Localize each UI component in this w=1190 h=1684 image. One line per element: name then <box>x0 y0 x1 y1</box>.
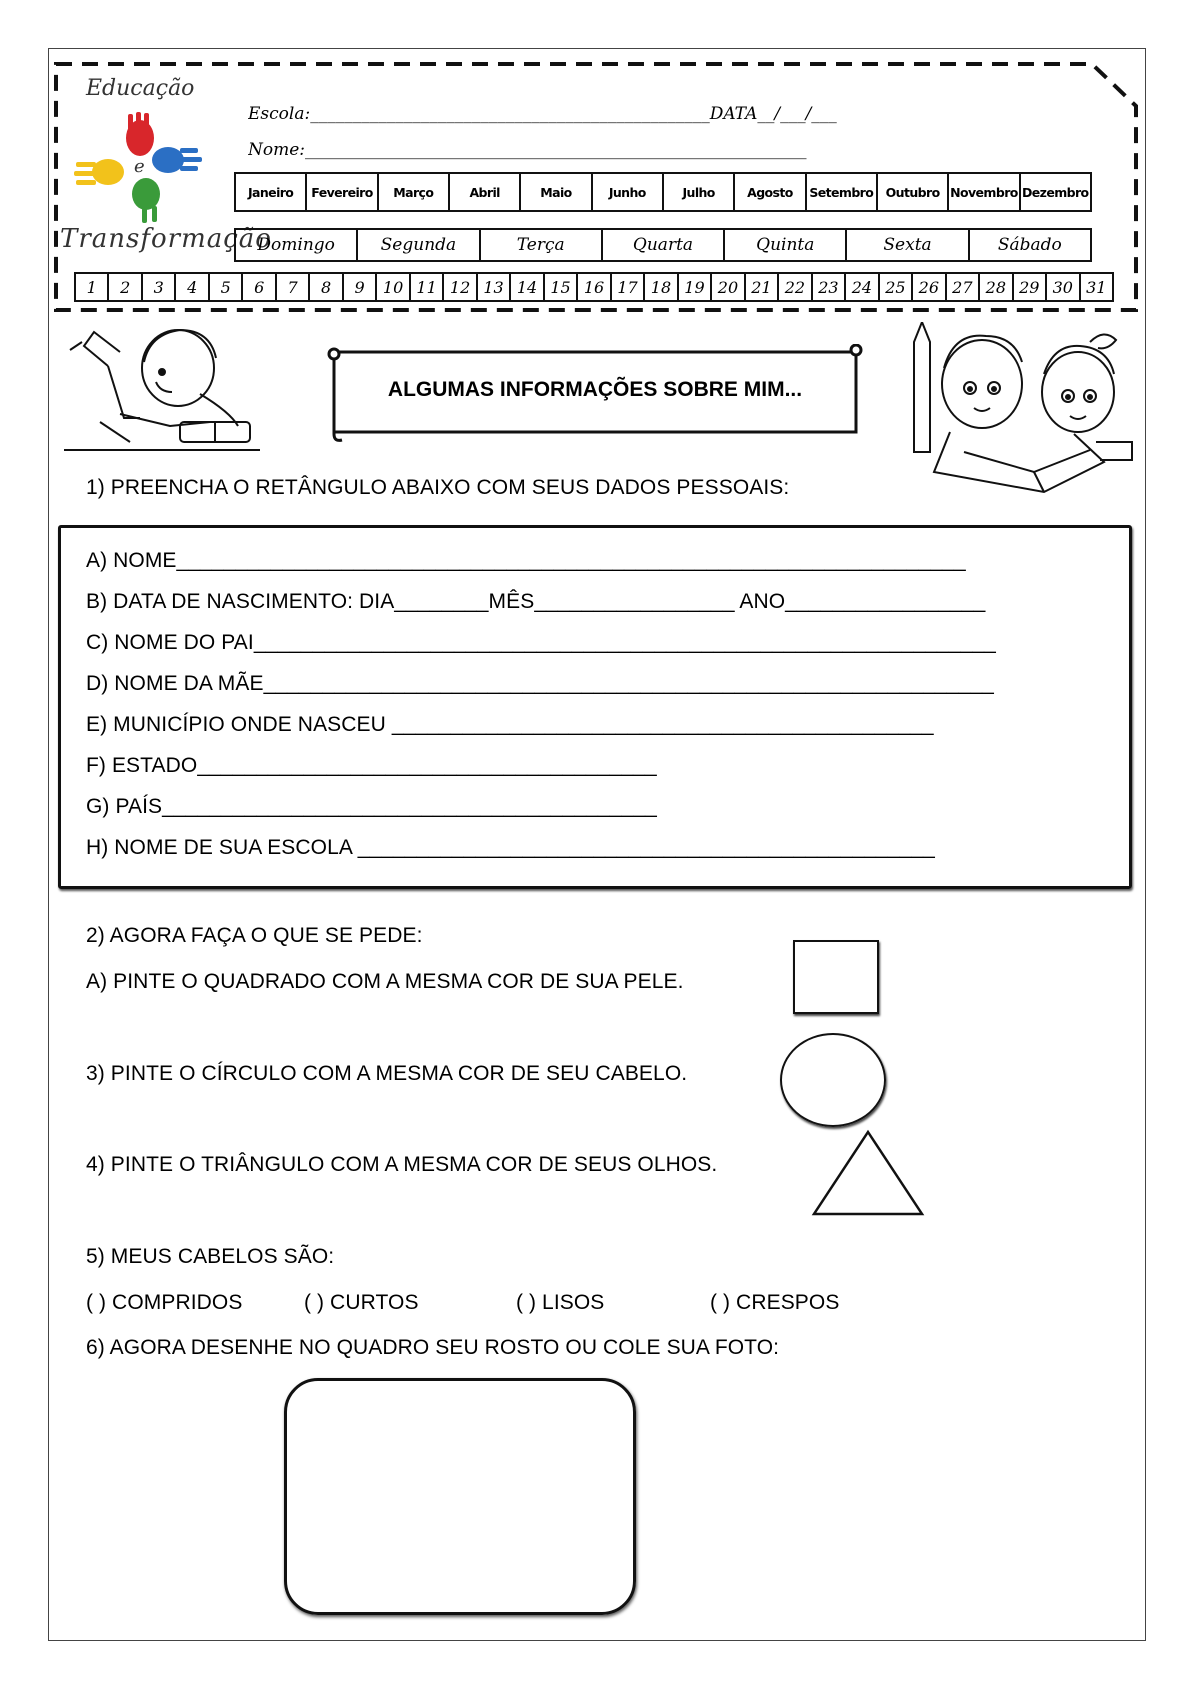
day-cell-21: 22 <box>779 274 812 300</box>
student-writing-clipart <box>60 322 270 462</box>
field-nome-mae[interactable]: D) NOME DA MÃE______________________________________________________________ <box>86 672 994 695</box>
q1-prompt: 1) PREENCHA O RETÂNGULO ABAIXO COM SEUS DADOS PESSOAIS: <box>86 476 790 499</box>
month-cell-2: Março <box>379 174 450 210</box>
q5-prompt: 5) MEUS CABELOS SÃO: <box>86 1245 335 1268</box>
month-cell-6: Julho <box>664 174 735 210</box>
day-cell-14: 15 <box>545 274 578 300</box>
day-cell-25: 26 <box>913 274 946 300</box>
month-cell-5: Junho <box>593 174 664 210</box>
hands-logo <box>68 112 218 224</box>
q2-prompt: 2) AGORA FAÇA O QUE SE PEDE: <box>86 924 423 947</box>
option-lisos[interactable]: ( ) LISOS <box>516 1291 605 1314</box>
day-cell-29: 30 <box>1047 274 1080 300</box>
option-compridos[interactable]: ( ) COMPRIDOS <box>86 1291 243 1314</box>
day-cell-19: 20 <box>712 274 745 300</box>
logo-title-top: Educação <box>86 76 195 101</box>
photo-drawing-box[interactable] <box>284 1378 636 1615</box>
circle-shape[interactable] <box>780 1033 886 1127</box>
day-cell-10: 11 <box>411 274 444 300</box>
nome-line[interactable]: Nome:___________________________________________________________ <box>248 140 807 160</box>
option-crespos[interactable]: ( ) CRESPOS <box>710 1291 840 1314</box>
month-cell-7: Agosto <box>735 174 806 210</box>
weekday-cell-1: Segunda <box>358 230 480 260</box>
page-title: ALGUMAS INFORMAÇÕES SOBRE MIM... <box>387 378 803 401</box>
day-cell-1: 2 <box>109 274 142 300</box>
month-cell-4: Maio <box>521 174 592 210</box>
red-hand-icon <box>126 112 154 156</box>
field-nome[interactable]: A) NOME___________________________________________________________________ <box>86 549 966 572</box>
day-cell-22: 23 <box>813 274 846 300</box>
day-cell-8: 9 <box>344 274 377 300</box>
weekdays-row <box>234 228 1092 262</box>
blue-hand-icon <box>152 147 202 173</box>
q6-prompt: 6) AGORA DESENHE NO QUADRO SEU ROSTO OU COLE SUA FOTO: <box>86 1336 780 1359</box>
day-cell-28: 29 <box>1014 274 1047 300</box>
day-cell-4: 5 <box>210 274 243 300</box>
day-cell-5: 6 <box>243 274 276 300</box>
month-cell-10: Novembro <box>949 174 1020 210</box>
day-cell-12: 13 <box>478 274 511 300</box>
day-cell-27: 28 <box>980 274 1013 300</box>
weekday-cell-5: Sexta <box>847 230 969 260</box>
day-cell-15: 16 <box>578 274 611 300</box>
day-cell-7: 8 <box>310 274 343 300</box>
months-row <box>234 172 1092 212</box>
days-row <box>74 272 1114 302</box>
day-cell-16: 17 <box>612 274 645 300</box>
month-cell-8: Setembro <box>807 174 878 210</box>
q3-prompt: 3) PINTE O CÍRCULO COM A MESMA COR DE SEU CABELO. <box>86 1062 688 1085</box>
field-pais[interactable]: G) PAÍS__________________________________________ <box>86 795 657 818</box>
month-cell-1: Fevereiro <box>307 174 378 210</box>
day-cell-2: 3 <box>143 274 176 300</box>
month-cell-0: Janeiro <box>236 174 307 210</box>
field-data-nascimento[interactable]: B) DATA DE NASCIMENTO: DIA________MÊS_________________ ANO_________________ <box>86 590 986 613</box>
weekday-cell-6: Sábado <box>997 235 1062 255</box>
day-cell-26: 27 <box>947 274 980 300</box>
triangle-shape[interactable] <box>808 1128 928 1220</box>
day-cell-23: 24 <box>846 274 879 300</box>
day-cell-3: 4 <box>176 274 209 300</box>
field-nome-pai[interactable]: C) NOME DO PAI_______________________________________________________________ <box>86 631 996 654</box>
day-cell-30: 31 <box>1086 277 1107 297</box>
escola-data-line[interactable]: Escola:_______________________________________________DATA__/___/___ <box>248 104 837 124</box>
day-cell-11: 12 <box>444 274 477 300</box>
month-cell-11: Dezembro <box>1022 184 1089 200</box>
day-cell-20: 21 <box>746 274 779 300</box>
day-cell-18: 19 <box>679 274 712 300</box>
weekday-cell-3: Quarta <box>603 230 725 260</box>
yellow-hand-icon <box>74 159 124 185</box>
square-shape[interactable] <box>793 940 879 1014</box>
weekday-cell-2: Terça <box>481 230 603 260</box>
field-estado[interactable]: F) ESTADO_______________________________________ <box>86 754 657 777</box>
day-cell-17: 18 <box>645 274 678 300</box>
month-cell-3: Abril <box>450 174 521 210</box>
option-curtos[interactable]: ( ) CURTOS <box>304 1291 419 1314</box>
day-cell-6: 7 <box>277 274 310 300</box>
personal-data-box <box>58 525 1132 889</box>
green-hand-icon <box>132 178 160 223</box>
weekday-cell-4: Quinta <box>725 230 847 260</box>
field-escola[interactable]: H) NOME DE SUA ESCOLA _________________________________________________ <box>86 836 935 859</box>
children-reading-clipart <box>894 322 1134 520</box>
q4-prompt: 4) PINTE O TRIÂNGULO COM A MESMA COR DE SEUS OLHOS. <box>86 1153 718 1176</box>
logo-conjunction: e <box>134 156 145 177</box>
day-cell-24: 25 <box>880 274 913 300</box>
field-municipio[interactable]: E) MUNICÍPIO ONDE NASCEU ______________________________________________ <box>86 713 934 736</box>
weekday-cell-0: Domingo <box>236 230 358 260</box>
day-cell-13: 14 <box>511 274 544 300</box>
day-cell-9: 10 <box>377 274 410 300</box>
q2-item-a: A) PINTE O QUADRADO COM A MESMA COR DE SUA PELE. <box>86 970 684 993</box>
logo-title-bottom: Transformação <box>60 224 272 254</box>
day-cell-0: 1 <box>76 274 109 300</box>
month-cell-9: Outubro <box>878 174 949 210</box>
